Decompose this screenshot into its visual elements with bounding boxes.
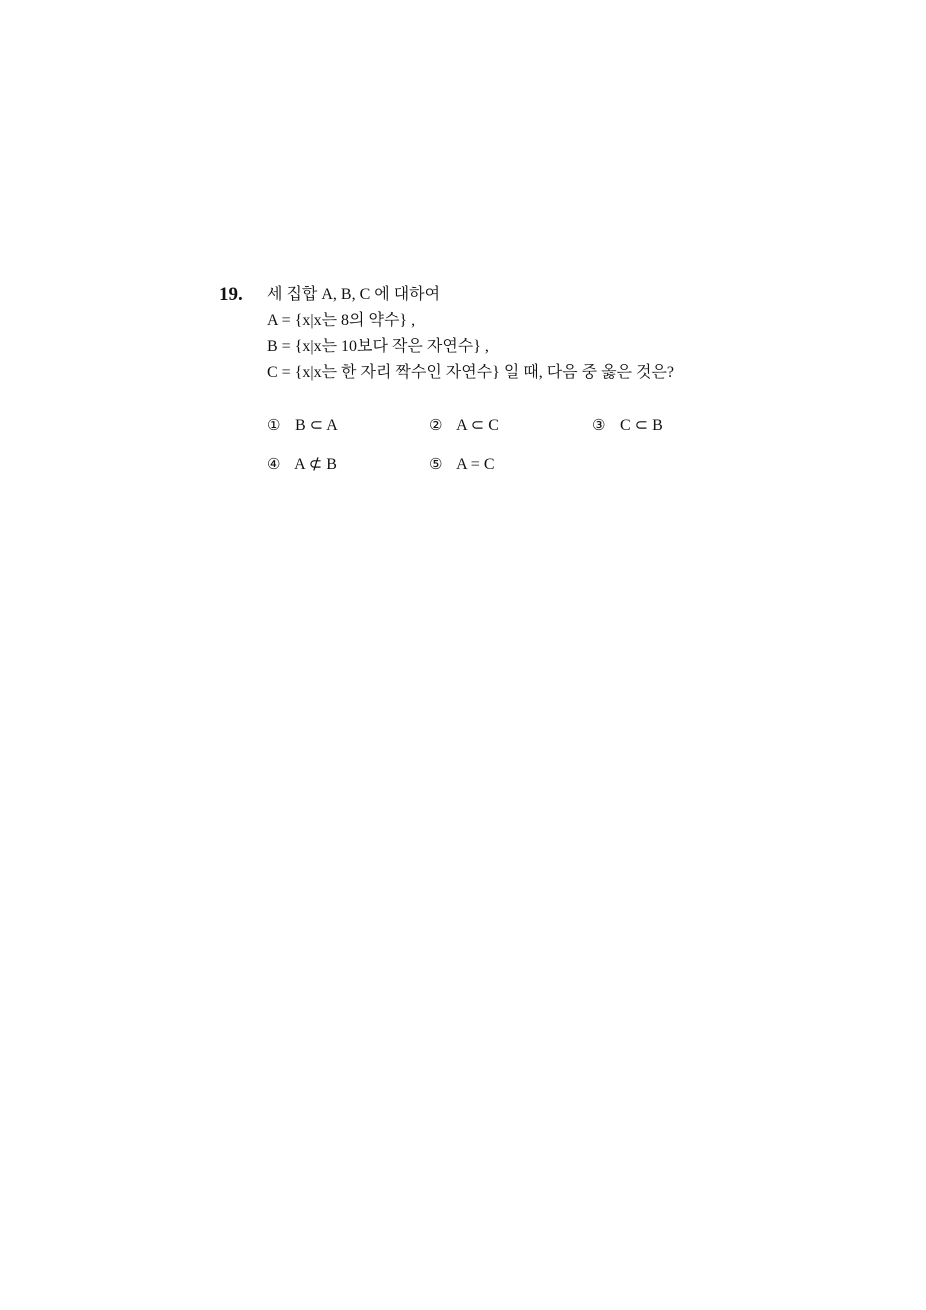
choice-4-text: A ⊄ B [294, 456, 337, 473]
choice-5-mark: ⑤ [429, 455, 443, 473]
choice-1[interactable] [267, 415, 338, 436]
choice-3[interactable] [592, 415, 663, 436]
choice-3-text: C ⊂ B [620, 417, 663, 434]
choice-4[interactable] [267, 454, 337, 475]
choice-5-text: A = C [456, 456, 495, 473]
question-number: 19. [219, 284, 243, 305]
choice-4-mark: ④ [267, 455, 281, 473]
choice-2[interactable] [429, 415, 499, 436]
choice-2-text: A ⊂ C [456, 417, 499, 434]
choice-1-text: B ⊂ A [295, 417, 338, 434]
question-intro: 세 집합 A, B, C 에 대하여 [267, 286, 441, 303]
choice-1-mark: ① [267, 416, 281, 434]
set-c-definition: C = {x|x는 한 자리 짝수인 자연수} 일 때, 다음 중 옳은 것은? [267, 364, 675, 381]
choice-5[interactable] [429, 454, 495, 475]
set-a-definition: A = {x|x는 8의 약수} , [267, 312, 416, 329]
set-b-definition: B = {x|x는 10보다 작은 자연수} , [267, 338, 489, 355]
choice-2-mark: ② [429, 416, 443, 434]
choice-3-mark: ③ [592, 416, 606, 434]
